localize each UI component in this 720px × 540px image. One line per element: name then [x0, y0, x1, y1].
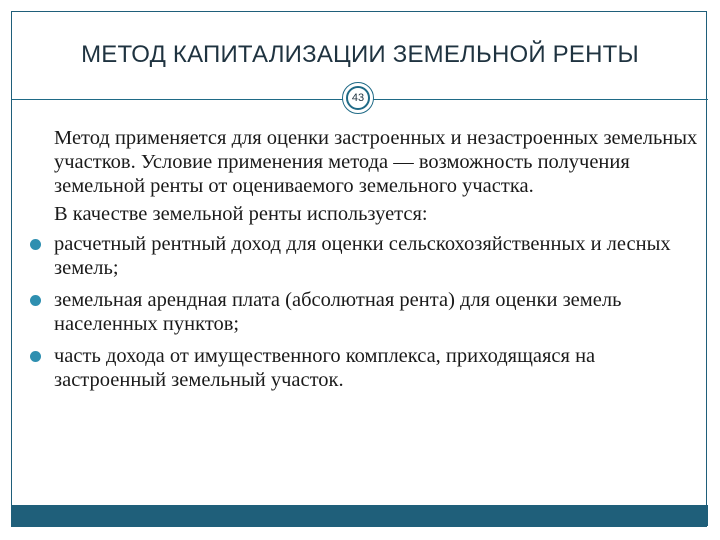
- body-paragraph: В качестве земельной ренты используется:: [54, 203, 428, 225]
- bullet-item: [54, 288, 704, 336]
- footer-bar: [12, 505, 708, 526]
- bullet-list: [54, 232, 704, 392]
- page-number: 43: [351, 92, 365, 104]
- bullet-text: расчетный рентный доход для оценки сельскохозяйственных и лесных земель;: [54, 233, 671, 279]
- bullet-item: [54, 232, 704, 280]
- bullet-dot-icon: [30, 351, 41, 362]
- bullet-item: [54, 344, 704, 392]
- slide-title: МЕТОД КАПИТАЛИЗАЦИИ ЗЕМЕЛЬНОЙ РЕНТЫ: [81, 41, 639, 68]
- bullet-text: земельная арендная плата (абсолютная рента) для оценки земель населенных пунктов;: [54, 289, 622, 335]
- bullet-text: часть дохода от имущественного комплекса, приходящаяся на застроенный земельный участок.: [54, 345, 596, 391]
- bullet-dot-icon: [30, 239, 41, 250]
- page-number-badge: [342, 82, 374, 114]
- bullet-dot-icon: [30, 295, 41, 306]
- body-paragraph: Метод применяется для оценки застроенных и незастроенных земельных участков. Условие применения метода — возможность получения земельной ренты от оцениваемого земельного участка.: [54, 127, 698, 197]
- slide-body: [54, 126, 704, 400]
